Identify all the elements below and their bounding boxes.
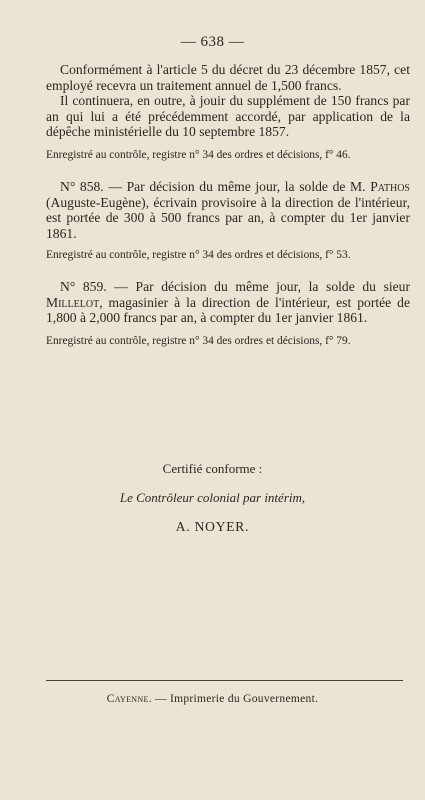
imprint-city: Cayenne: [106, 693, 149, 705]
decision-858: [46, 179, 410, 241]
decision-858-surname: Pathos: [370, 179, 410, 194]
controller-title: Le Contrôleur colonial par intérim,: [119, 490, 306, 505]
decision-859-text: N° 859. — Par décision du même jour, la solde du sieur: [60, 279, 410, 294]
paragraph-supplement: Il continuera, en outre, à jouir du supplément de 150 francs par an qui lui a été précédemment accordé, par application de la dépêche ministérielle du 10 septembre 1857.: [46, 93, 410, 139]
decision-859-rest: , magasinier à la direction de l'intérieur, est portée de 1,800 à 2,000 francs par an, à compter du 1er janvier 1861.: [46, 294, 410, 325]
decision-858-rest: (Auguste-Eugène), écrivain provisoire à la direction de l'intérieur, est portée de 300 à 500 francs par an, à compter du 1er janvier 1861.: [46, 194, 410, 241]
certification-heading: Certifié conforme :: [162, 461, 263, 476]
registration-note-f46: Enregistré au contrôle, registre n° 34 des ordres et décisions, f° 46.: [46, 149, 351, 161]
decision-859-surname: Millelot: [46, 294, 100, 310]
registration-note-f79: Enregistré au contrôle, registre n° 34 des ordres et décisions, f° 79.: [46, 335, 351, 347]
footer-rule: [46, 680, 403, 681]
decision-859: [46, 279, 410, 326]
decision-858-text: N° 858. — Par décision du même jour, la solde de M.: [60, 179, 371, 194]
paragraph-article-5: Conformément à l'article 5 du décret du 23 décembre 1857, cet employé recevra un traitement annuel de 1,500 francs.: [46, 62, 410, 93]
imprint-printer: . — Imprimerie du Gouvernement.: [148, 693, 319, 705]
printer-imprint: [0, 693, 425, 705]
signature-name: A. NOYER.: [175, 519, 250, 534]
page-number: — 638 —: [180, 34, 245, 50]
registration-note-f53: Enregistré au contrôle, registre n° 34 des ordres et décisions, f° 53.: [46, 249, 351, 261]
